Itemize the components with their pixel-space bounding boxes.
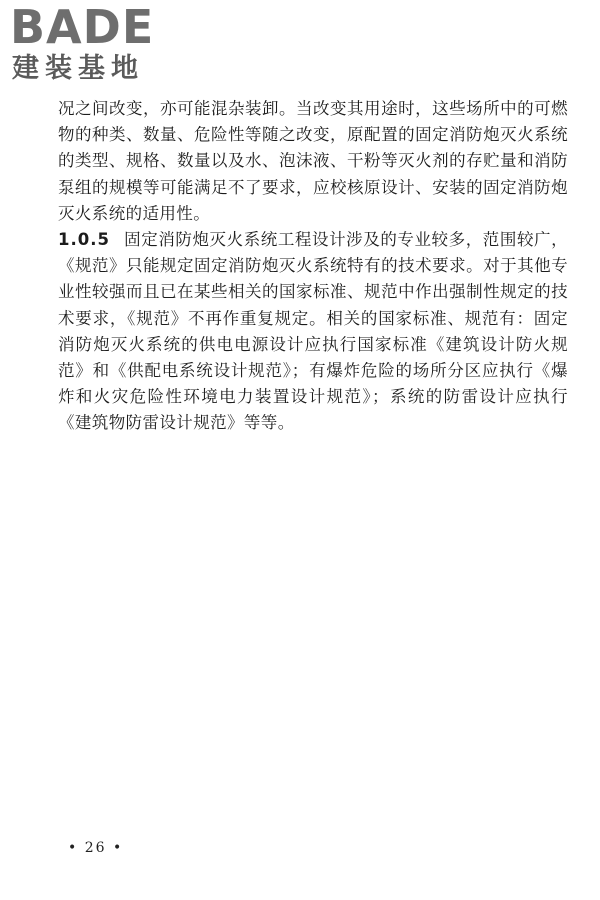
- paragraph-continued: 况之间改变，亦可能混杂装卸。当改变其用途时，这些场所中的可燃物的种类、数量、危险性等随之改变，原配置的固定消防炮灭火系统的类型、规格、数量以及水、泡沫液、干粉等灭火剂的存贮量和消防泵组的规模等可能满足不了要求，应校核原设计、安装的固定消防炮灭火系统的适用性。: [58, 99, 568, 223]
- logo-subtitle: 建装基地: [12, 53, 144, 84]
- page-number: • 26 •: [68, 840, 124, 856]
- section-number: 1.0.5: [58, 230, 110, 250]
- paragraph-section: [58, 227, 568, 437]
- brand-logo: [10, 0, 180, 86]
- page-content: [58, 96, 568, 437]
- section-text: 固定消防炮灭火系统工程设计涉及的专业较多，范围较广，《规范》只能规定固定消防炮灭火系统特有的技术要求。对于其他专业性较强而且已在某些相关的国家标准、规范中作出强制性规定的技术要求，《规范》不再作重复规定。相关的国家标准、规范有：固定消防炮灭火系统的供电电源设计应执行国家标准《建筑设计防火规范》和《供配电系统设计规范》；有爆炸危险的场所分区应执行《爆炸和火灾危险性环境电力装置设计规范》；系统的防雷设计应执行《建筑物防雷设计规范》等等。: [58, 230, 568, 433]
- logo-brand-text: BADE: [10, 0, 155, 54]
